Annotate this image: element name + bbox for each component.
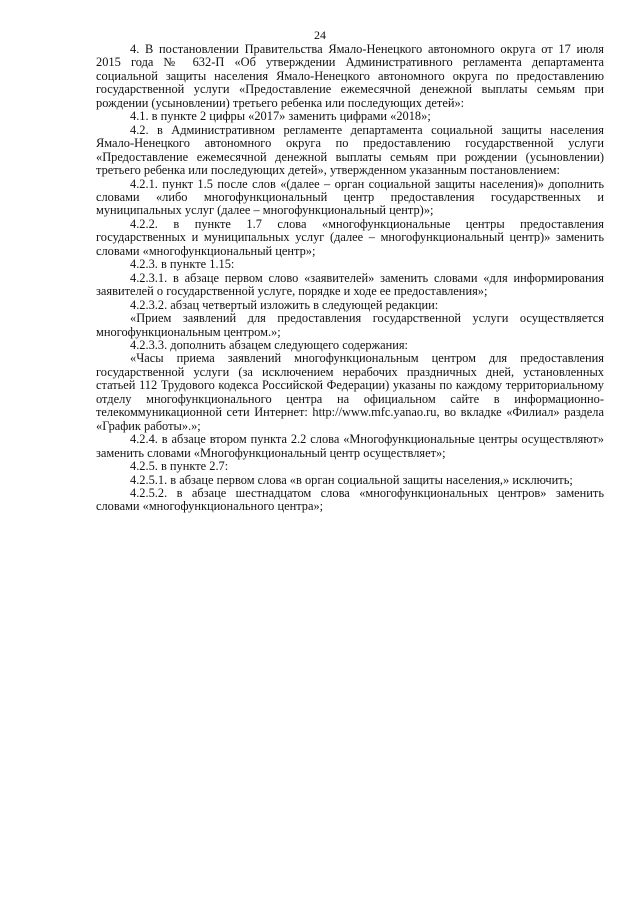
paragraph-4-2-2: 4.2.2. в пункте 1.7 слова «многофункциональные центры предоставления государственных и муниципальных услуг (далее – многофункциональный центр)» заменить словами «многофункциональный центр»;	[96, 216, 604, 258]
paragraph-4-2-4: 4.2.4. в абзаце втором пункта 2.2 слова «Многофункциональные центры осуществляют» заменить словами «Многофункциональный центр осуществляет»;	[96, 432, 604, 460]
paragraph-4-2-3-1: 4.2.3.1. в абзаце первом слово «заявителей» заменить словами «для информирования заявителей о государственной услуге, порядке и ходе ее предоставления»;	[96, 270, 604, 299]
page-number: 24	[314, 28, 326, 42]
paragraph-4-2-3: 4.2.3. в пункте 1.15:	[130, 257, 235, 272]
quoted-paragraph-hours: «Часы приема заявлений многофункциональным центром для предоставления государственной услуги (за исключением нерабочих праздничных дней, установленных статьей 112 Трудового кодекса Российской Федерации) указаны по каждому территориальному отделу многофункционального центра на официальном сайте в информационно-телекоммуникационной сети Интернет: http://www.mfc.yanao.ru, во вкладке «Филиал» раздела «График работы».»;	[96, 351, 604, 433]
document-body	[96, 43, 604, 514]
paragraph-4-2-3-3: 4.2.3.3. дополнить абзацем следующего содержания:	[130, 337, 408, 352]
paragraph-4-2-3-2: 4.2.3.2. абзац четвертый изложить в следующей редакции:	[130, 297, 439, 312]
paragraph-4-2-5-2: 4.2.5.2. в абзаце шестнадцатом слова «многофункциональных центров» заменить словами «многофункционального центра»;	[96, 485, 604, 514]
quoted-paragraph-reception: «Прием заявлений для предоставления государственной услуги осуществляется многофункциональным центром.»;	[96, 311, 604, 339]
paragraph-4-2-1: 4.2.1. пункт 1.5 после слов «(далее – орган социальной защиты населения)» дополнить словами «либо многофункциональный центр предоставления государственных и муниципальных услуг (далее – многофункциональный центр)»;	[96, 176, 604, 218]
paragraph-4-2: 4.2. в Административном регламенте департамента социальной защиты населения Ямало-Ненецкого автономного округа по предоставлению государственной услуги «Предоставление ежемесячной денежной выплаты семьям при рождении (усыновлении) третьего ребенка или последующих детей», утвержденном указанным постановлением:	[96, 122, 604, 178]
paragraph-4-2-5-1: 4.2.5.1. в абзаце первом слова «в орган социальной защиты населения,» исключить;	[130, 472, 573, 487]
paragraph-4-1: 4.1. в пункте 2 цифры «2017» заменить цифрами «2018»;	[130, 109, 431, 124]
paragraph-4-2-5: 4.2.5. в пункте 2.7:	[130, 459, 229, 474]
paragraph-4: 4. В постановлении Правительства Ямало-Ненецкого автономного округа от 17 июля 2015 года № 632-П «Об утверждении Административного регламента департамента социальной защиты населения Ямало-Ненецкого автономного округа по предоставлению государственной услуги «Предоставление ежемесячной денежной выплаты семьям при рождении (усыновлении) третьего ребенка или последующих детей»:	[96, 42, 604, 110]
